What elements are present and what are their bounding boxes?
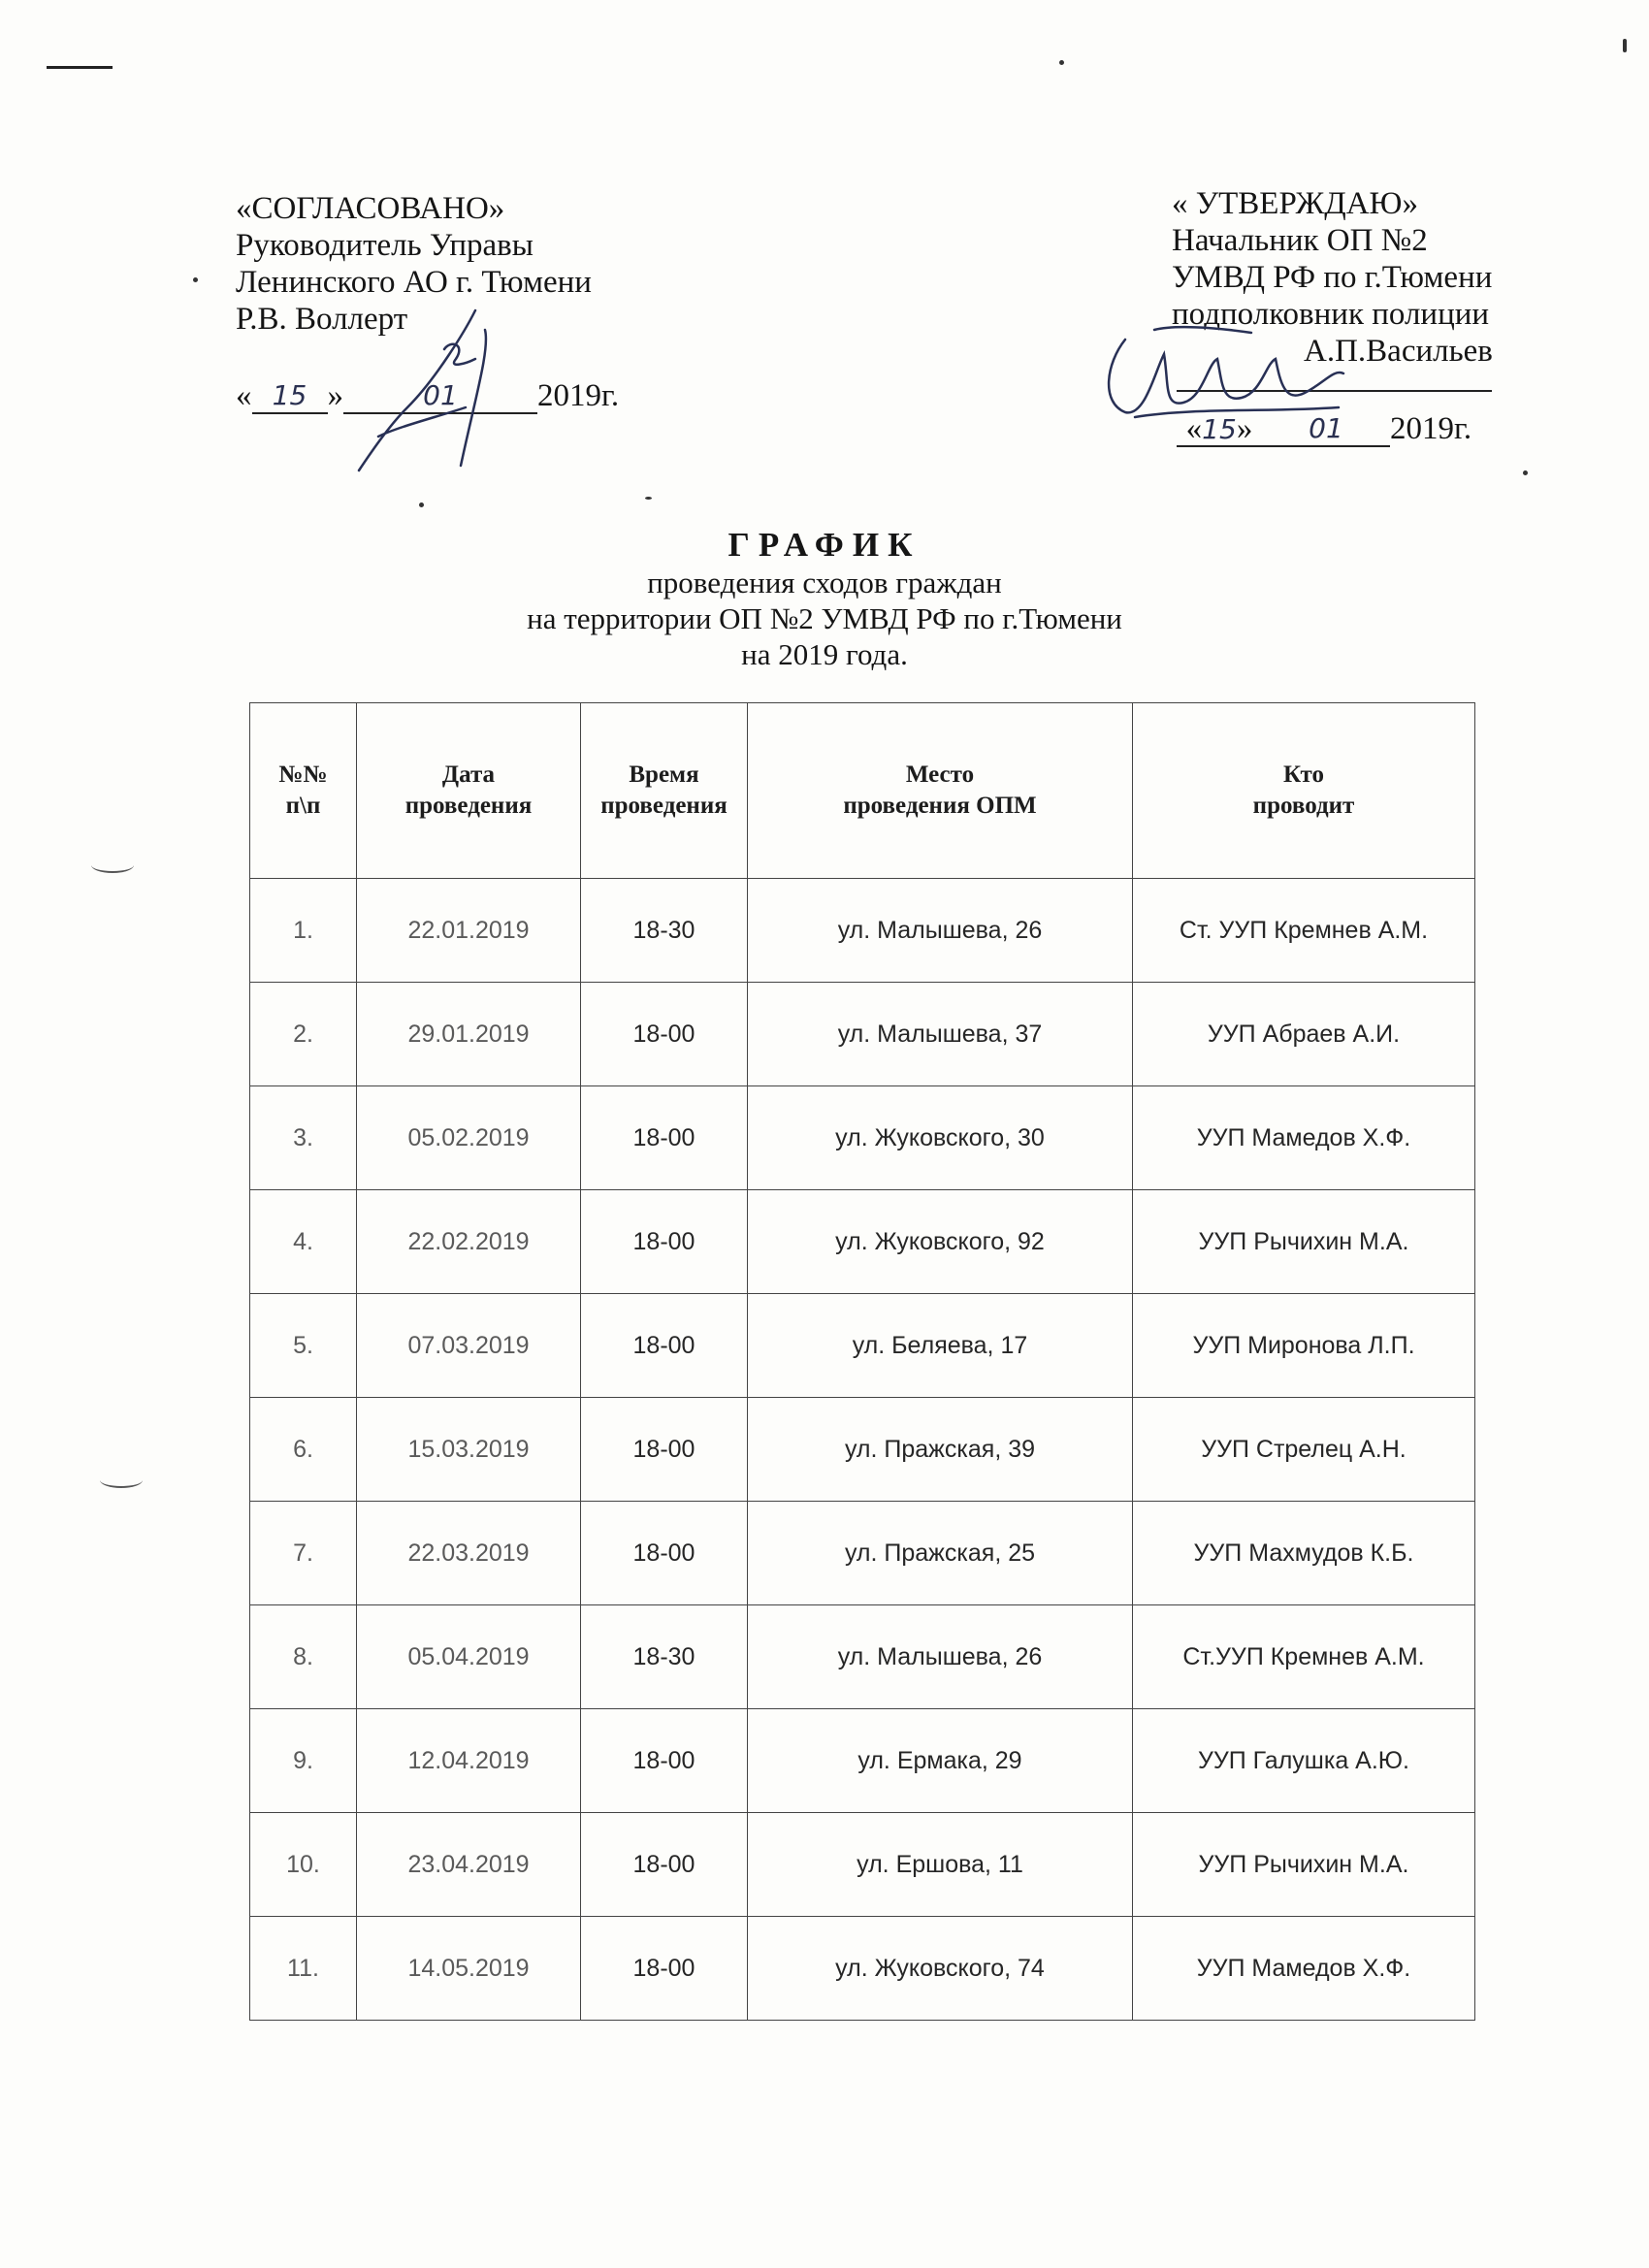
table-row: [250, 983, 1475, 1086]
row-time: 18-00: [581, 1813, 748, 1917]
scan-speck: [419, 502, 424, 507]
row-time: 18-30: [581, 1605, 748, 1709]
row-date: 29.01.2019: [357, 983, 581, 1086]
row-who: УУП Миронова Л.П.: [1133, 1294, 1475, 1398]
row-date: 23.04.2019: [357, 1813, 581, 1917]
table-row: [250, 1294, 1475, 1398]
date-open-quote: «: [1185, 411, 1203, 446]
row-place: ул. Ершова, 11: [748, 1813, 1133, 1917]
date-day: 15: [1202, 413, 1237, 445]
row-date: 14.05.2019: [357, 1917, 581, 2021]
scan-speck: [193, 277, 198, 282]
scan-speck: [1059, 60, 1064, 65]
row-number: 2.: [250, 983, 357, 1086]
scan-speck: [1623, 39, 1627, 52]
row-place: ул. Ермака, 29: [748, 1709, 1133, 1813]
title-heading: ГРАФИК: [728, 526, 922, 564]
date-close-quote: »: [1236, 411, 1253, 446]
date-close-quote: »: [327, 378, 343, 413]
table-row: [250, 1813, 1475, 1917]
row-date: 22.02.2019: [357, 1190, 581, 1294]
row-place: ул. Пражская, 25: [748, 1502, 1133, 1605]
title-line-2: на территории ОП №2 УМВД РФ по г.Тюмени: [527, 601, 1122, 635]
date-month: 01: [343, 379, 537, 414]
title-line-1: проведения сходов граждан: [647, 566, 1002, 599]
row-who: УУП Рычихин М.А.: [1133, 1813, 1475, 1917]
row-who: Ст. УУП Кремнев А.М.: [1133, 879, 1475, 983]
row-date: 22.01.2019: [357, 879, 581, 983]
header-place: Место проведения ОПМ: [748, 703, 1133, 879]
row-number: 9.: [250, 1709, 357, 1813]
row-time: 18-00: [581, 1294, 748, 1398]
header-number: №№ п\п: [250, 703, 357, 879]
header-date: Дата проведения: [357, 703, 581, 879]
row-time: 18-00: [581, 1917, 748, 2021]
row-place: ул. Беляева, 17: [748, 1294, 1133, 1398]
approval-left-name: Р.В. Воллерт: [236, 302, 408, 337]
row-time: 18-00: [581, 983, 748, 1086]
table-row: [250, 1398, 1475, 1502]
table-row: [250, 1917, 1475, 2021]
row-date: 22.03.2019: [357, 1502, 581, 1605]
row-who: Ст.УУП Кремнев А.М.: [1133, 1605, 1475, 1709]
row-number: 3.: [250, 1086, 357, 1190]
document-title: [0, 526, 1649, 672]
row-number: 10.: [250, 1813, 357, 1917]
table-row: [250, 879, 1475, 983]
title-line-3: на 2019 года.: [741, 637, 908, 671]
row-place: ул. Жуковского, 30: [748, 1086, 1133, 1190]
row-time: 18-00: [581, 1398, 748, 1502]
table-row: [250, 1086, 1475, 1190]
row-place: ул. Малышева, 26: [748, 879, 1133, 983]
row-date: 07.03.2019: [357, 1294, 581, 1398]
approval-left-position-1: Руководитель Управы: [236, 228, 534, 263]
row-time: 18-00: [581, 1502, 748, 1605]
approval-left-heading: «СОГЛАСОВАНО»: [236, 191, 505, 226]
signature-right: [1096, 315, 1358, 432]
header-who: Кто проводит: [1133, 703, 1475, 879]
row-who: УУП Стрелец А.Н.: [1133, 1398, 1475, 1502]
signature-left: [320, 291, 514, 475]
date-open-quote: «: [236, 378, 252, 413]
row-who: УУП Махмудов К.Б.: [1133, 1502, 1475, 1605]
row-date: 15.03.2019: [357, 1398, 581, 1502]
row-date: 05.04.2019: [357, 1605, 581, 1709]
row-time: 18-30: [581, 879, 748, 983]
table-header-row: [250, 703, 1475, 879]
row-date: 12.04.2019: [357, 1709, 581, 1813]
table-row: [250, 1502, 1475, 1605]
row-place: ул. Жуковского, 74: [748, 1917, 1133, 2021]
date-year: 2019г.: [1390, 411, 1472, 446]
row-date: 05.02.2019: [357, 1086, 581, 1190]
row-place: ул. Жуковского, 92: [748, 1190, 1133, 1294]
row-number: 4.: [250, 1190, 357, 1294]
row-time: 18-00: [581, 1190, 748, 1294]
row-number: 7.: [250, 1502, 357, 1605]
date-year: 2019г.: [537, 378, 620, 413]
row-number: 6.: [250, 1398, 357, 1502]
row-who: УУП Мамедов Х.Ф.: [1133, 1086, 1475, 1190]
approval-right-heading: « УТВЕРЖДАЮ»: [1172, 186, 1418, 221]
row-time: 18-00: [581, 1086, 748, 1190]
row-place: ул. Пражская, 39: [748, 1398, 1133, 1502]
date-month: 01: [1262, 412, 1390, 447]
scan-mark-line: [47, 66, 113, 69]
row-number: 5.: [250, 1294, 357, 1398]
row-place: ул. Малышева, 37: [748, 983, 1133, 1086]
scan-speck: [645, 497, 652, 500]
table-row: [250, 1605, 1475, 1709]
row-number: 1.: [250, 879, 357, 983]
row-place: ул. Малышева, 26: [748, 1605, 1133, 1709]
row-who: УУП Абраев А.И.: [1133, 983, 1475, 1086]
punch-hole-mark: [91, 858, 134, 873]
punch-hole-mark: [100, 1473, 143, 1488]
scan-speck: [1523, 470, 1528, 475]
approval-right-name: А.П.Васильев: [1304, 334, 1493, 369]
header-time: Время проведения: [581, 703, 748, 879]
row-time: 18-00: [581, 1709, 748, 1813]
approval-right-position-1: Начальник ОП №2: [1172, 223, 1428, 258]
table-row: [250, 1709, 1475, 1813]
row-number: 8.: [250, 1605, 357, 1709]
schedule-table: [249, 702, 1475, 2021]
row-who: УУП Рычихин М.А.: [1133, 1190, 1475, 1294]
approval-right-position-2: УМВД РФ по г.Тюмени: [1172, 260, 1493, 295]
row-who: УУП Галушка А.Ю.: [1133, 1709, 1475, 1813]
table-row: [250, 1190, 1475, 1294]
date-day: 15: [252, 379, 328, 414]
row-number: 11.: [250, 1917, 357, 2021]
row-who: УУП Мамедов Х.Ф.: [1133, 1917, 1475, 2021]
approval-right-rank: подполковник полиции: [1172, 297, 1490, 332]
approval-left-position-2: Ленинского АО г. Тюмени: [236, 265, 592, 300]
